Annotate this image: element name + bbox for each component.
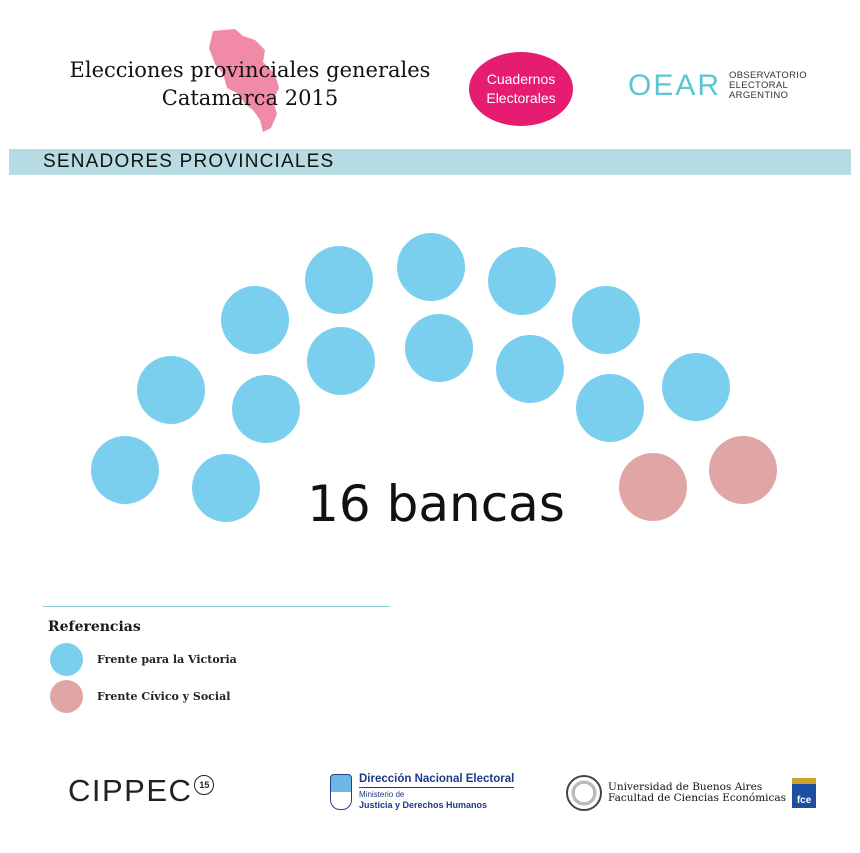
seat-14	[662, 353, 730, 421]
legend-item-fcys	[50, 680, 230, 713]
argentina-shield-icon	[330, 774, 352, 810]
dne-logo	[330, 773, 514, 810]
uba-text	[608, 782, 786, 804]
dne-line-1: Ministerio de	[359, 790, 405, 799]
seat-1	[91, 436, 159, 504]
oear-line-2: ELECTORAL	[729, 80, 789, 91]
cippec-anniversary-badge: 15	[194, 775, 214, 795]
parliament-chart	[0, 180, 860, 550]
fce-logo: fce	[792, 778, 816, 808]
oear-subtitle	[729, 71, 807, 101]
uba-line-1: Universidad de Buenos Aires	[608, 781, 763, 793]
seat-12	[576, 374, 644, 442]
oear-mark: OEAR	[628, 69, 722, 102]
uba-line-2: Facultad de Ciencias Económicas	[608, 792, 787, 804]
cippec-logo	[68, 774, 214, 808]
seat-7	[305, 246, 373, 314]
title-line-2: Catamarca 2015	[161, 86, 339, 110]
seat-3	[137, 356, 205, 424]
seat-9	[397, 233, 465, 301]
seat-15	[619, 453, 687, 521]
cippec-wordmark: CIPPEC	[68, 773, 193, 808]
uba-logo	[566, 775, 816, 811]
section-title: SENADORES PROVINCIALES	[43, 151, 335, 172]
seat-10	[496, 335, 564, 403]
seat-6	[307, 327, 375, 395]
dne-text	[359, 773, 514, 810]
oear-logo	[628, 68, 807, 104]
legend-divider	[43, 606, 390, 607]
legend-label-fpv: Frente para la Victoria	[97, 653, 237, 666]
legend-label-fcys: Frente Cívico y Social	[97, 690, 231, 703]
cuadernos-electorales-badge	[469, 52, 573, 126]
dne-line-2: Justicia y Derechos Humanos	[359, 800, 488, 810]
legend-item-fpv	[50, 643, 237, 676]
badge-line-1: Cuadernos	[486, 71, 556, 87]
legend-swatch-fpv	[50, 643, 83, 676]
seat-13	[572, 286, 640, 354]
seat-11	[488, 247, 556, 315]
seat-16	[709, 436, 777, 504]
total-seats-label: 16 bancas	[307, 475, 565, 533]
legend-title: Referencias	[48, 619, 141, 635]
dne-title: Dirección Nacional Electoral	[359, 773, 514, 788]
page-title	[60, 56, 440, 112]
oear-line-1: OBSERVATORIO	[729, 70, 807, 81]
seat-8	[405, 314, 473, 382]
uba-seal-icon	[566, 775, 602, 811]
title-line-1: Elecciones provinciales generales	[69, 58, 431, 82]
badge-line-2: Electorales	[486, 90, 556, 106]
seat-2	[192, 454, 260, 522]
seat-5	[221, 286, 289, 354]
oear-line-3: ARGENTINO	[729, 90, 789, 101]
legend-swatch-fcys	[50, 680, 83, 713]
seat-4	[232, 375, 300, 443]
